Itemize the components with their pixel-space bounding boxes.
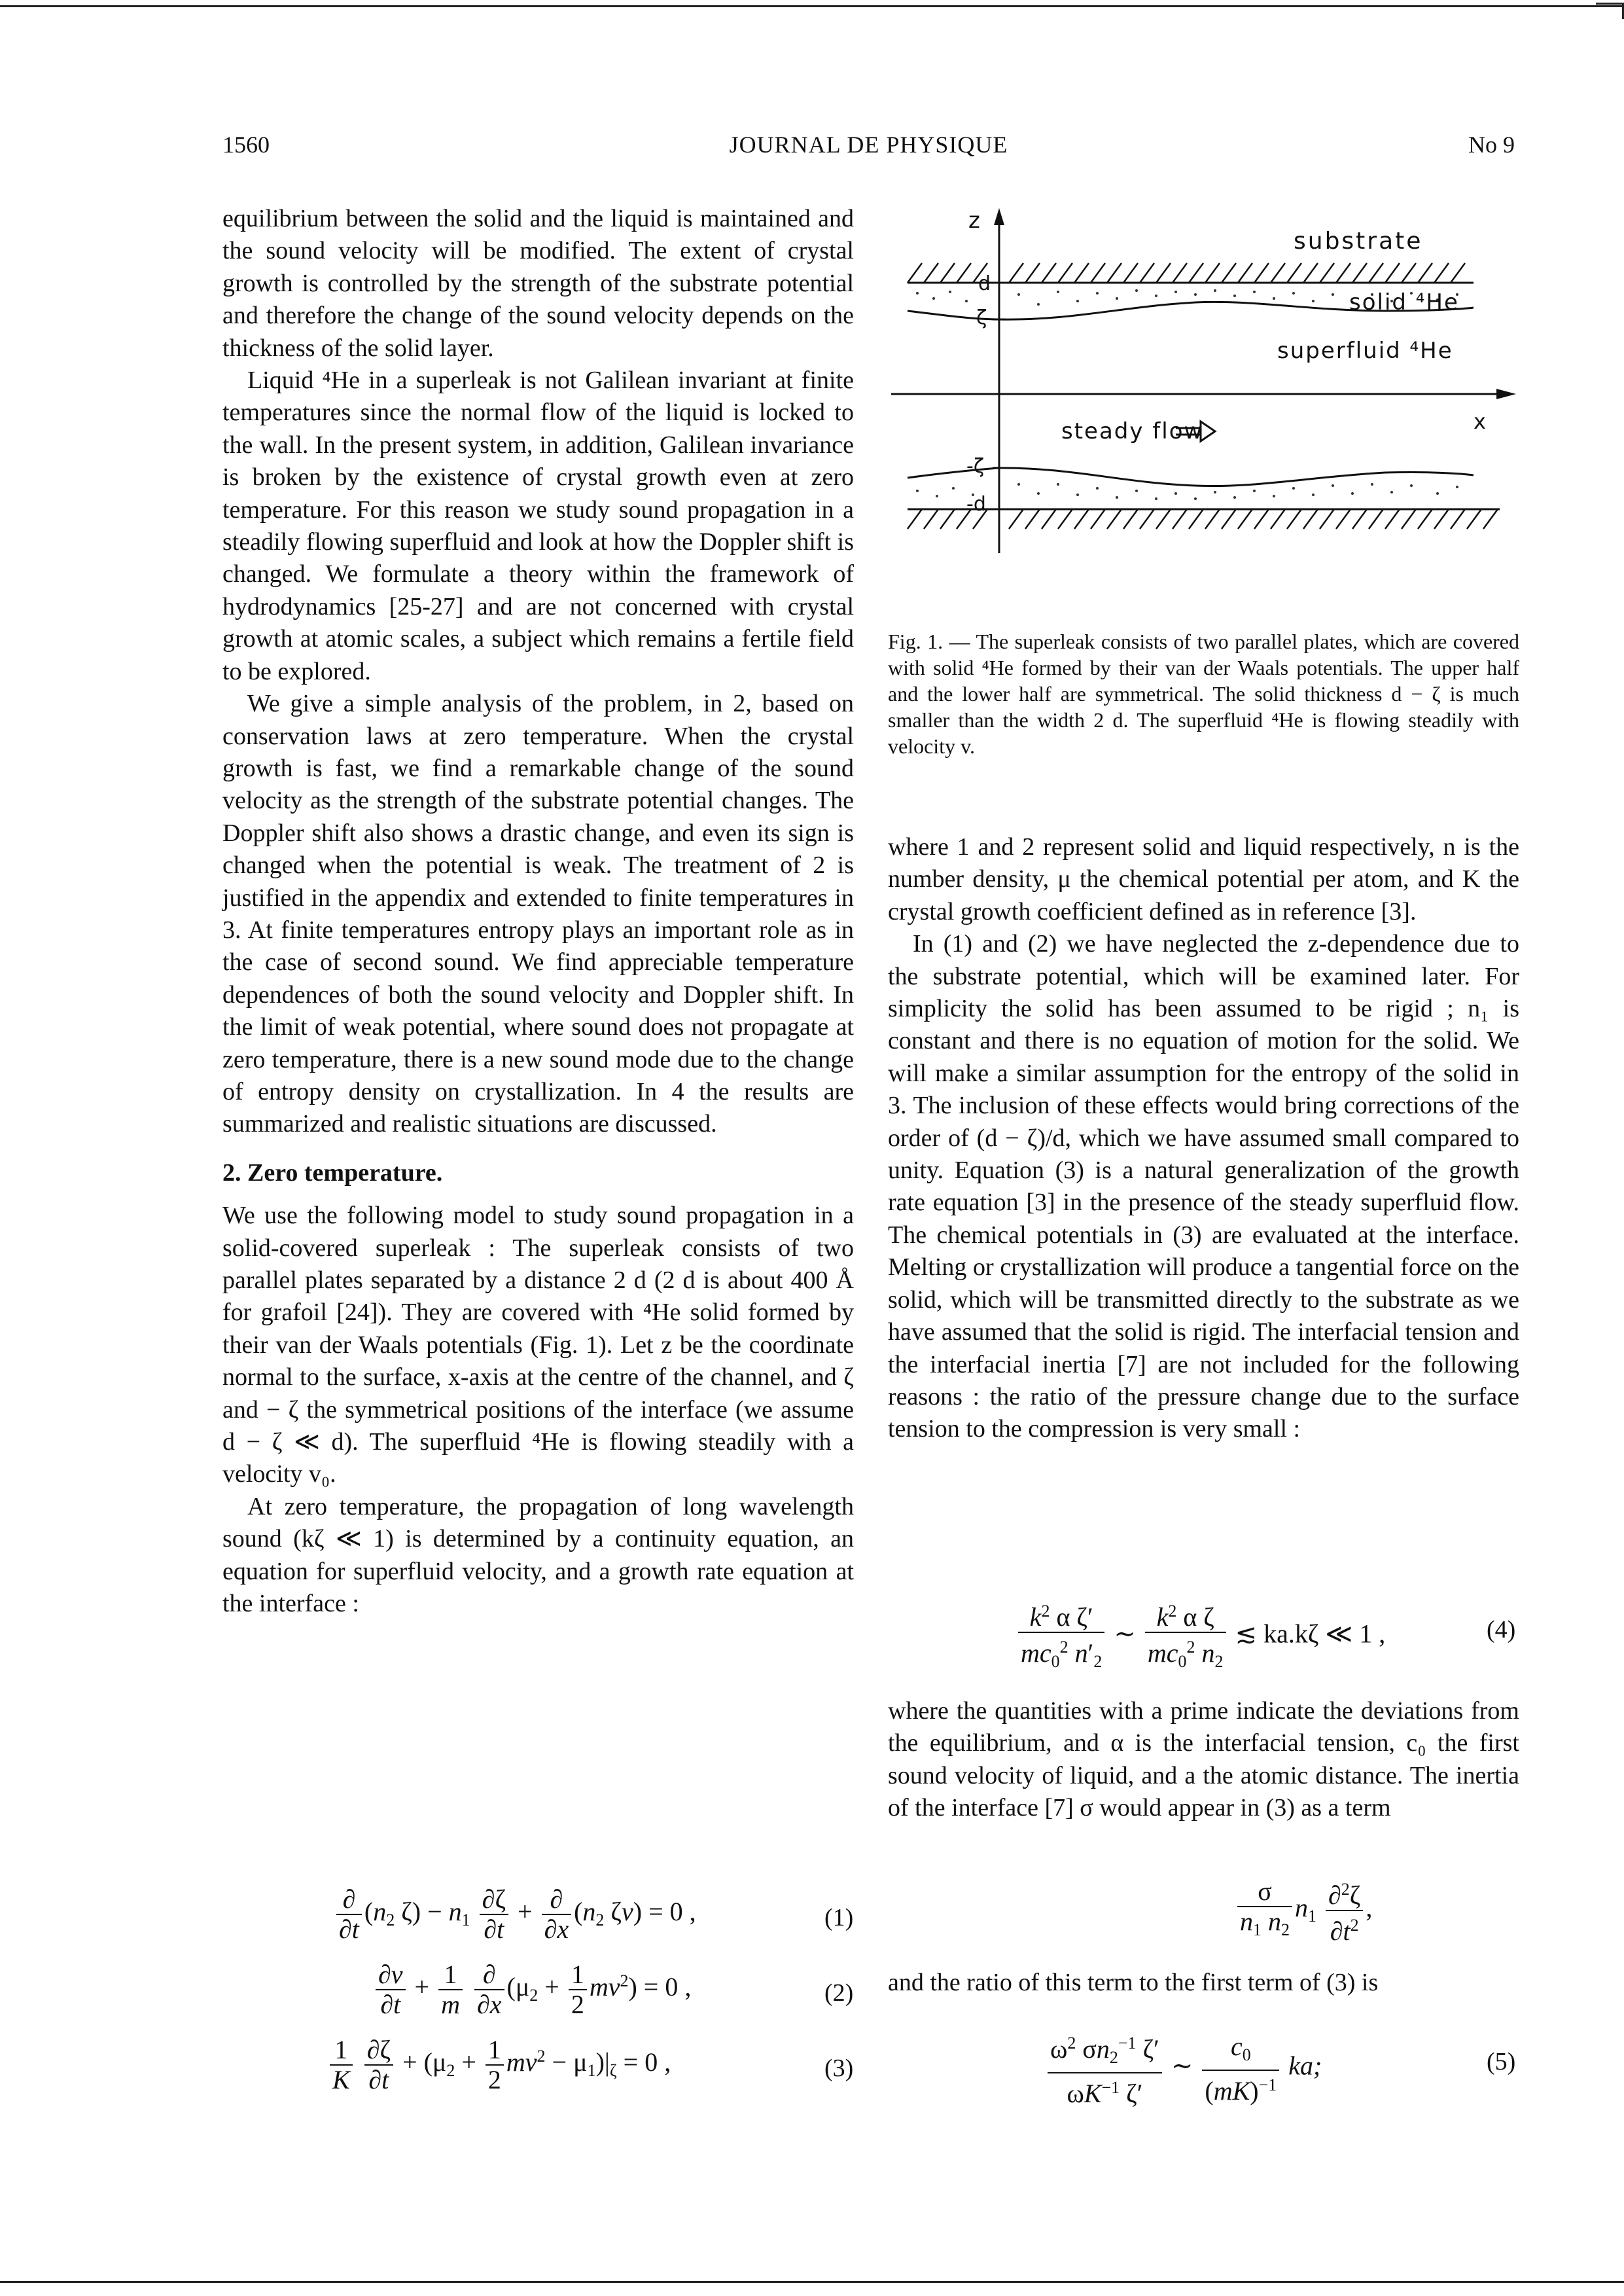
issue-number: No 9: [1468, 132, 1515, 158]
equation-block: [222, 1885, 854, 2101]
right-column-continued: [888, 1695, 1519, 1825]
label-z: z: [968, 207, 980, 234]
label-zeta-top: ζ: [976, 306, 987, 329]
left-column: [222, 203, 854, 1620]
page-header: [222, 131, 1515, 170]
paragraph: In (1) and (2) we have neglected the z-dependence due to the substrate potential, which will be examined later. For simplicity the solid has been assumed to be rigid ; n₁ is constant and there is no equation of motion for the solid. We will make a similar assumption for the entropy of the solid in 3. The inclusion of these effects would bring corrections of the order of (d − ζ)/d, which we have assumed small compared to unity. Equation (3) is a natural generalization of the growth rate equation [3] in the presence of the steady superfluid flow. The chemical potentials in (3) are evaluated at the interface. Melting or crystallization will produce a tangential force on the solid, which will be transmitted directly to the substrate as we have assumed that the solid is rigid. The interfacial tension and the interfacial inertia [7] are not included for the following reasons : the ratio of the pressure change due to the surface tension to the compression is very small :: [888, 930, 1519, 1443]
x-axis-arrow: [1496, 389, 1516, 399]
paragraph: We use the following model to study sound propagation in a solid-covered superleak : The superleak consists of two parallel plates separated by a distance 2 d (2 d is about 400 Å for grafoil [24]). They are covered with ⁴He solid formed by their van der Waals potentials (Fig. 1). Let z be the coordinate normal to the surface, x-axis at the centre of the channel, and ζ and − ζ the symmetrical positions of the interface (we assume d − ζ ≪ d). The superfluid ⁴He is flowing steadily with a velocity v₀.: [222, 1202, 854, 1488]
paragraph: and the ratio of this term to the first term of (3) is: [888, 1969, 1379, 1996]
equation-number: (3): [824, 2054, 854, 2082]
label-d-bottom: -d: [966, 493, 986, 516]
eq4-tail: ≲ ka.kζ ≪ 1 ,: [1235, 1619, 1386, 1649]
equation-3: $\frac{1}{K}$ $\frac{\partial\zeta}{\partial t}$ + ($\mu_2$ + $\frac{1}{2}$ $mv^2 - \mu_1)|_\zeta = 0$ ,: [327, 2036, 671, 2094]
eq5-tail: ka;: [1288, 2051, 1322, 2081]
z-axis-arrow: [994, 208, 1004, 225]
label-x: x: [1474, 409, 1486, 434]
equation-4: $\frac{k^2 \alpha \zeta'}{mc_0^2 n'_2}$ ∼ $\frac{k^2 \alpha \zeta}{mc_0^2 n_2}$ ≲ ka.kζ ≪ 1 , (4): [888, 1597, 1519, 1669]
equation-5: $\frac{\omega^2 \sigma n_2^{-1} \zeta'}{\omega K^{-1} \zeta'}$ ∼ $\frac{c_0}{(mK)^{-1}}$ ka; (5): [888, 2029, 1519, 2101]
figure-1: [888, 203, 1519, 563]
label-substrate: substrate: [1294, 228, 1423, 255]
superleak-diagram: [888, 203, 1519, 563]
paragraph: equilibrium between the solid and the liquid is maintained and the sound velocity will be modified. The extent of crystal growth is controlled by the strength of the substrate potential and therefore the change of the sound velocity depends on the thickness of the solid layer.: [222, 205, 854, 362]
bottom-interface: [908, 468, 1474, 486]
section-heading: 2. Zero temperature.: [222, 1158, 443, 1187]
top-hatching: [908, 263, 1465, 283]
paragraph: where 1 and 2 represent solid and liquid respectively, n is the number density, μ the chemical potential per atom, and K the crystal growth coefficient defined as in reference [3].: [888, 833, 1519, 925]
figure-caption: Fig. 1. — The superleak consists of two parallel plates, which are covered with solid ⁴He formed by their van der Waals potentials. The upper half and the lower half are symmetrical. The solid thickness d − ζ is much smaller than the width 2 d. The superfluid ⁴He is flowing steadily with velocity v.: [888, 630, 1519, 758]
label-solid: solid ⁴He: [1349, 289, 1459, 315]
paragraph: Liquid ⁴He in a superleak is not Galilean invariant at finite temperatures since the normal flow of the liquid is locked to the wall. In the present system, in addition, Galilean invariance is broken by the existence of crystal growth even at zero temperature. For this reason we study sound propagation in a steadily flowing superfluid and look at how the Doppler shift is changed. We formulate a theory within the framework of hydrodynamics [25-27] and are not concerned with crystal growth at atomic scales, a subject which remains a fertile field to be explored.: [222, 367, 854, 685]
equation-1: $\frac{\partial}{\partial t}$ ($n_2$ $\zeta) - n_1$ $\frac{\partial\zeta}{\partial t}$ + $\frac{\partial}{\partial x}$ ($n_2$ ζv) = 0 ,: [334, 1885, 696, 1944]
bottom-border-line: [0, 2281, 1624, 2283]
corner-mark: [1596, 3, 1624, 19]
label-zeta-bottom: -ζ: [966, 455, 985, 478]
equation-number: (2): [824, 1979, 854, 2007]
inertia-term: $\frac{\sigma}{n_1 n_2}$ $n_1$ $\frac{\partial^2\zeta}{\partial t^2}$ ,: [888, 1875, 1519, 1947]
page-number: 1560: [222, 132, 270, 158]
right-column: [888, 831, 1519, 1446]
label-flow: steady flow: [1061, 418, 1204, 444]
journal-title: JOURNAL DE PHYSIQUE: [729, 132, 1008, 158]
paragraph: At zero temperature, the propagation of long wavelength sound (kζ ≪ 1) is determined by a continuity equation, an equation for superfluid velocity, and a growth rate equation at the interface :: [222, 1492, 854, 1618]
equation-2: $\frac{\partial v}{\partial t}$ + $\frac{1}{m}$ $\frac{\partial}{\partial x}$ ($\mu_2$ + $\frac{1}{2}$ $mv^2) = 0$ ,: [373, 1960, 691, 2019]
right-column-continued-2: [888, 1967, 1519, 1999]
paragraph: We give a simple analysis of the problem, in 2, based on conservation laws at zero temperature. When the crystal growth is fast, we find a remarkable change of the sound velocity as the strength of the substrate potential changes. The Doppler shift also shows a drastic change, and even its sign is changed when the potential is weak. The treatment of 2 is justified in the appendix and extended to finite temperatures in 3. At finite temperatures entropy plays an important role as in the case of second sound. We find appreciable temperature dependences of both the sound velocity and Doppler shift. In the limit of weak potential, where sound does not propagate at zero temperature, there is a new sound mode due to the change of entropy density on crystallization. In 4 the results are summarized and realistic situations are discussed.: [222, 690, 854, 1138]
equation-number: (5): [1487, 2048, 1516, 2075]
equation-number: (4): [1487, 1616, 1516, 1643]
paragraph: where the quantities with a prime indicate the deviations from the equilibrium, and α is the interfacial tension, c₀ the first sound velocity of liquid, and a the atomic distance. The inertia of the interface [7] σ would appear in (3) as a term: [888, 1697, 1519, 1822]
top-border-line: [0, 5, 1624, 7]
bottom-hatching: [908, 509, 1498, 529]
equation-number: (1): [824, 1904, 854, 1931]
label-d-top: d: [978, 272, 991, 295]
label-superfluid: superfluid ⁴He: [1277, 338, 1453, 364]
